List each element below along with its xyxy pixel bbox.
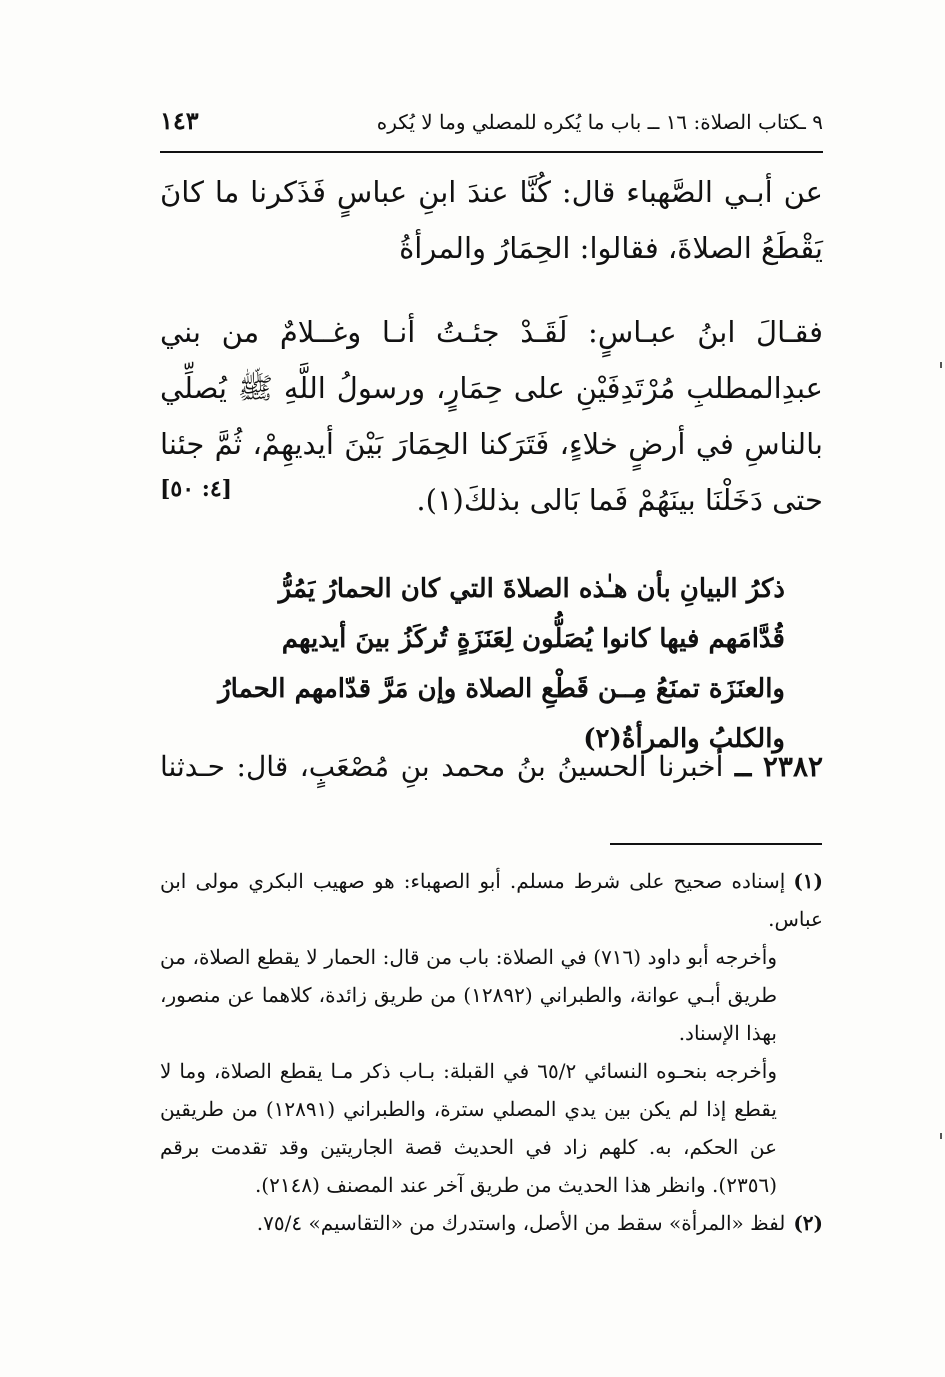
footnote-2	[160, 1204, 823, 1242]
chapter-heading: ذكرُ البيانِ بأن هـٰذه الصلاةَ التي كان الحمارُ يَمُرُّ قُدَّامَهم فيها كانوا يُصَلُّون لِعَنَزَةٍ تُركَزُ بينَ أيديهم والعنَزَة تمنَعُ مِــن قَطْعِ الصلاة وإن مَرَّ قدّامهم الحمارُ والكلبُ والمرأةُ(٢)	[218, 574, 785, 754]
footnote-1-line-1: إسناده صحيح على شرط مسلم. أبو الصهباء: هو صهيب البكري مولى ابن عباس.	[160, 869, 823, 931]
footnotes	[160, 862, 823, 1242]
citation-reference: [٤: ٥٠]	[160, 476, 233, 502]
hadith-dash: ــ	[734, 750, 752, 783]
footnote-1-paragraph-3: وأخرجه بنحـوه النسائي ٦٥/٢ في القبلة: بـاب ذكر مـا يقطع الصلاة، وما لا يقطع إذا لم يكن بين يدي المصلي سترة، والطبراني (١٢٨٩١) من طريقين عن الحكم، به. كلهم زاد في الحديث قصة الجاريتين وقد تقدمت برقم (٢٣٥٦). وانظر هذا الحديث من طريق آخر عند المصنف (٢١٤٨).	[160, 1059, 777, 1197]
page-number: ١٤٣	[160, 106, 199, 135]
scan-speck	[940, 362, 942, 368]
footnote-2-label: (٢)	[793, 1211, 823, 1235]
hadith-opening	[160, 742, 823, 792]
footnote-1-label: (١)	[793, 869, 823, 893]
body-paragraph-2: فقـالَ ابنُ عبـاسٍ: لَقَـدْ جئـتُ أنـا وغــلامٌ من بني عبدِالمطلبِ مُرْتَدِفَيْنِ على حِمَارٍ، ورسولُ اللَّهِ ﷺ يُصلِّي بالناسِ في أرضٍ خلاءٍ، فَتَرَكنا الحِمَارَ بَيْنَ أيديهِمْ، ثُمَّ جئنا حتى دَخَلْنَا بينَهُمْ فَما بَالى بذلكَ(١).	[160, 315, 823, 517]
hadith-number: ٢٣٨٢	[762, 750, 824, 783]
scan-speck	[940, 1133, 942, 1139]
footnote-1	[160, 862, 823, 938]
page-header	[160, 104, 823, 152]
footnote-rule	[610, 843, 822, 845]
footnote-2-text: لفظ «المرأة» سقط من الأصل، واستدرك من «التقاسيم» ٧٥/٤.	[256, 1211, 786, 1235]
header-rule	[160, 151, 823, 153]
body-paragraph-1: عن أبـي الصَّهباء قال: كُنَّا عندَ ابنِ عباسٍ فَذَكرنا ما كانَ يَقْطَعُ الصلاةَ، فقالوا: الحِمَارُ والمرأةُ	[160, 175, 823, 265]
running-title: ٩ ـكتاب الصلاة: ١٦ ــ باب ما يُكره للمصلي وما لا يُكره	[376, 110, 823, 134]
hadith-text: أخبرنا الحسينُ بنُ محمد بنِ مُصْعَبٍ، قال: حـدثنا	[160, 750, 724, 783]
footnote-1-paragraph-2: وأخرجه أبو داود (٧١٦) في الصلاة: باب من قال: الحمار لا يقطع الصلاة، من طريق أبـي عوانة، والطبراني (١٢٨٩٢) من طريق زائدة، كلاهما عن منصور، بهذا الإسناد.	[160, 945, 777, 1045]
